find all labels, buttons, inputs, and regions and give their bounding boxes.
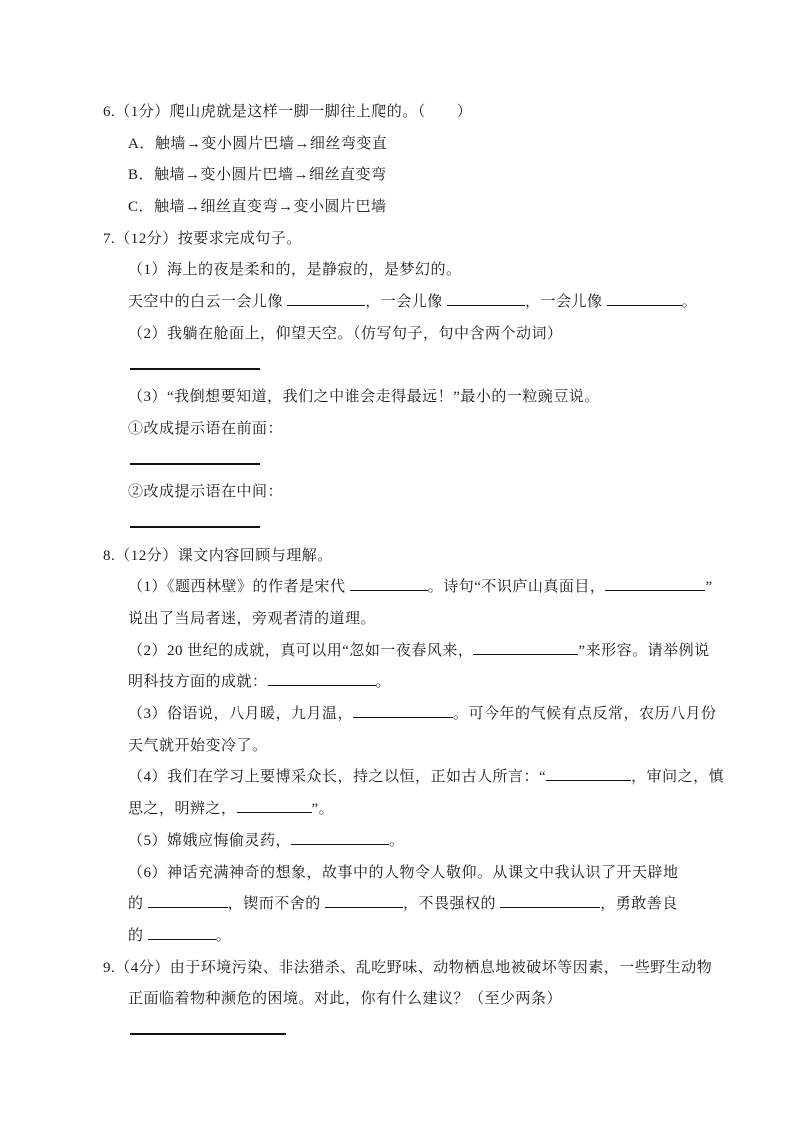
text-line [103, 287, 705, 319]
text-run: （1）《题西林壁》的作者是宋代 [128, 579, 350, 596]
answer-blank [447, 291, 525, 306]
text-run: A．触墙→变小圆片巴墙→细丝弯变直 [128, 135, 388, 152]
text-run: ” [705, 579, 713, 596]
text-line [103, 636, 710, 668]
text-line [103, 604, 705, 636]
question-9 [103, 953, 713, 1048]
text-line [103, 921, 705, 953]
text-line [103, 477, 705, 509]
text-line [103, 984, 705, 1016]
answer-blank [500, 893, 600, 908]
text-run: （5）嫦娥应悔偷灵药， [128, 832, 292, 849]
text-line [103, 572, 713, 604]
text-line [103, 889, 705, 921]
text-run: 。 [375, 674, 392, 691]
text-run: （3）俗语说，八月暖，九月温， [128, 706, 354, 723]
answer-blank [237, 798, 312, 813]
text-line [103, 129, 705, 161]
text-run: 天空中的白云一会儿像 [128, 294, 288, 311]
text-line [103, 541, 705, 573]
answer-blank [605, 576, 705, 591]
answer-blank [287, 291, 365, 306]
text-run: B．触墙→变小圆片巴墙→细丝直变弯 [128, 167, 387, 184]
answer-blank [546, 766, 631, 781]
text-run: （2）20 世纪的成就，真可以用“忽如一夜春风来， [128, 642, 474, 659]
answer-blank [353, 703, 453, 718]
text-run: （6）神话充满神奇的想象，故事中的人物令人敬仰。从课文中我认识了开天辟地 [128, 864, 679, 881]
text-line [103, 826, 705, 858]
question-7 [103, 224, 705, 541]
answer-line [103, 1016, 705, 1048]
text-run: 天气就开始变冷了。 [128, 737, 268, 754]
text-run: （2）我躺在舱面上，仰望天空。（仿写句子，句中含两个动词） [128, 325, 563, 342]
answer-blank [473, 640, 578, 655]
text-run: 说出了当局者迷，旁观者清的道理。 [128, 611, 377, 627]
text-run: 。诗句“不识庐山真面目， [427, 579, 606, 596]
answer-line [103, 446, 705, 478]
text-run: 6.（1分）爬山虎就是这样一脚一脚往上爬的。（ ） [103, 104, 473, 120]
text-run: （4）我们在学习上要博采众长，持之以恒，正如古人所言：“ [128, 769, 547, 786]
answer-blank [325, 893, 403, 908]
text-line [103, 382, 705, 414]
text-run: ”来形容。请举例说 [578, 642, 710, 659]
answer-blank [291, 830, 389, 845]
text-run: 。可今年的气候有点反常，农历八月份 [453, 706, 717, 723]
text-run: 8.（12分）课文内容回顾与理解。 [103, 547, 333, 564]
text-run: 的 [128, 927, 148, 944]
text-line [103, 97, 705, 129]
text-line [103, 731, 705, 763]
text-line [103, 667, 705, 699]
answer-line [103, 509, 705, 541]
text-run: ①改成提示语在前面： [128, 420, 284, 437]
text-run: ，一会儿像 [365, 294, 448, 311]
text-line [103, 762, 725, 794]
answer-blank [148, 925, 216, 940]
text-run: ②改成提示语在中间： [128, 484, 284, 501]
text-line [103, 224, 705, 256]
answer-blank [130, 449, 260, 465]
text-run: 的 [128, 896, 148, 913]
answer-blank [148, 893, 228, 908]
answer-blank [350, 576, 428, 591]
answer-blank [268, 671, 376, 686]
text-line [103, 414, 705, 446]
text-run: C．触墙→细丝直变弯→变小圆片巴墙 [128, 199, 387, 216]
text-run: 9.（4分）由于环境污染、非法猎杀、乱吃野味、动物栖息地被破坏等因素，一些野生动物 [103, 959, 713, 976]
answer-blank [130, 512, 260, 528]
question-6 [103, 97, 705, 224]
text-run: 。 [215, 927, 232, 944]
text-line [103, 255, 705, 287]
text-run: 7.（12分）按要求完成句子。 [103, 230, 302, 247]
text-run: ，勇敢善良 [600, 896, 678, 913]
text-line [103, 319, 705, 351]
text-line [103, 858, 705, 890]
text-run: ”。 [311, 801, 335, 818]
text-run: 。 [389, 832, 405, 849]
text-line [103, 794, 705, 826]
text-run: ，审问之，慎 [631, 769, 725, 786]
text-run: ，一会儿像 [525, 294, 607, 311]
text-line [103, 160, 705, 192]
text-run: ，不畏强权的 [403, 896, 501, 913]
answer-blank [130, 354, 260, 370]
text-run: 正面临着物种濒危的困境。对此，你有什么建议？（至少两条） [128, 991, 563, 1008]
text-run: 明科技方面的成就： [128, 674, 268, 691]
text-run: 。 [681, 294, 698, 311]
text-line [103, 699, 717, 731]
text-run: 思之，明辨之， [128, 801, 237, 818]
answer-blank [607, 291, 682, 306]
answer-blank [130, 1019, 286, 1035]
question-8 [103, 541, 725, 953]
text-run: （3）“我倒想要知道，我们之中谁会走得最远！”最小的一粒豌豆说。 [128, 389, 600, 406]
text-run: ，锲而不舍的 [227, 896, 326, 913]
answer-line [103, 351, 705, 383]
text-line [103, 953, 713, 985]
text-line [103, 192, 705, 224]
text-run: （1）海上的夜是柔和的，是静寂的，是梦幻的。 [128, 262, 462, 279]
